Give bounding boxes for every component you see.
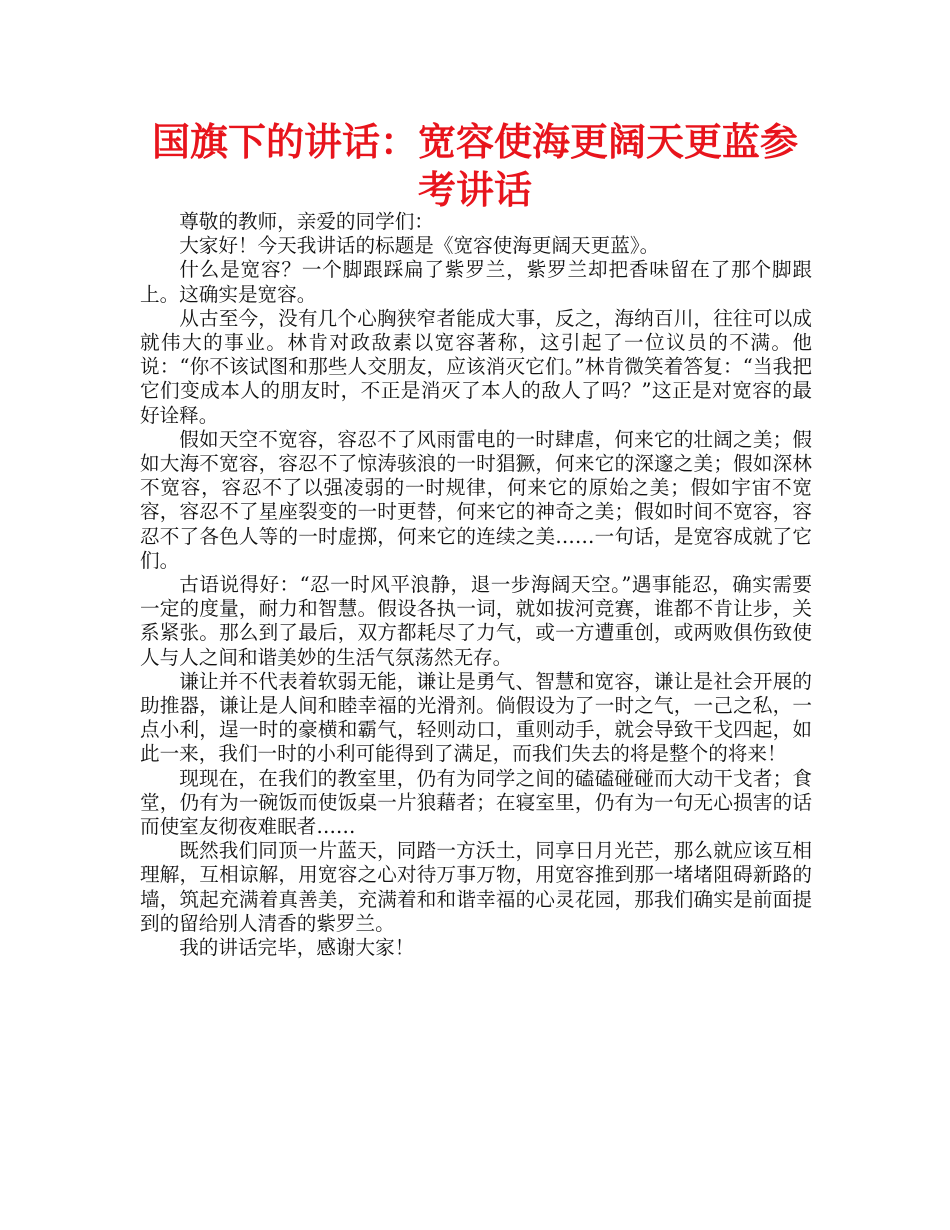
paragraph-intro: 大家好！今天我讲话的标题是《宽容使海更阔天更蓝》。 — [179, 234, 660, 258]
paragraph-humility: 谦让并不代表着软弱无能，谦让是勇气、智慧和宽容，谦让是社会开展的助推器，谦让是人间和睦幸福的光滑剂。倘假设为了一时之气，一己之私，一点小利，逞一时的豪横和霸气，轻则动口，重则动手，就会导致干戈四起，如此一来，我们一时的小利可能得到了满足，而我们失去的将是整个的将来！ — [140, 669, 812, 766]
paragraph-proverb: 古语说得好：“忍一时风平浪静，退一步海阔天空。”遇事能忍，确实需要一定的度量，耐力和智慧。假设各执一词，就如拔河竞赛，谁都不肯让步，关系紧张。那么到了最后，双方都耗尽了力气，或一方遭重创，或两败俱伤致使人与人之间和谐美妙的生活气氛荡然无存。 — [140, 573, 812, 669]
paragraph-definition: 什么是宽容？一个脚跟踩扁了紫罗兰，紫罗兰却把香味留在了那个脚跟上。这确实是宽容。 — [140, 258, 812, 306]
paragraph-lincoln: 从古至今，没有几个心胸狭窄者能成大事，反之，海纳百川，往往可以成就伟大的事业。林肯对政敌素以宽容著称，这引起了一位议员的不满。他说：“你不该试图和那些人交朋友，应该消灭它们。”林肯微笑着答复：“当我把它们变成本人的朋友时，不正是消灭了本人的敌人了吗？”这正是对宽容的最好诠释。 — [140, 306, 812, 427]
paragraph-school: 现现在，在我们的教室里，仍有为同学之间的磕磕碰碰而大动干戈者；食堂，仍有为一碗饭而使饭桌一片狼藉者；在寝室里，仍有为一句无心损害的话而使室友彻夜难眠者…… — [140, 766, 812, 839]
paragraph-conclusion: 既然我们同顶一片蓝天，同踏一方沃土，同享日月光芒，那么就应该互相理解，互相谅解，用宽容之心对待万事万物，用宽容推到那一堵堵阻碍新路的墙，筑起充满着真善美，充满着和和谐幸福的心灵花园，那我们确实是前面提到的留给别人清香的紫罗兰。 — [140, 839, 812, 935]
paragraph-nature: 假如天空不宽容，容忍不了风雨雷电的一时肆虐，何来它的壮阔之美；假如大海不宽容，容忍不了惊涛骇浪的一时猖獗，何来它的深邃之美；假如深林不宽容，容忍不了以强凌弱的一时规律，何来它的原始之美；假如宇宙不宽容，容忍不了星座裂变的一时更替，何来它的神奇之美；假如时间不宽容，容忍不了各色人等的一时虚掷，何来它的连续之美……一句话，是宽容成就了它们。 — [140, 427, 812, 572]
document-body — [140, 210, 812, 960]
paragraph-greeting: 尊敬的教师，亲爱的同学们： — [179, 210, 434, 233]
document-title: 国旗下的讲话：宽容使海更阔天更蓝参考讲话 — [151, 120, 798, 212]
paragraph-closing: 我的讲话完毕，感谢大家！ — [179, 936, 415, 960]
